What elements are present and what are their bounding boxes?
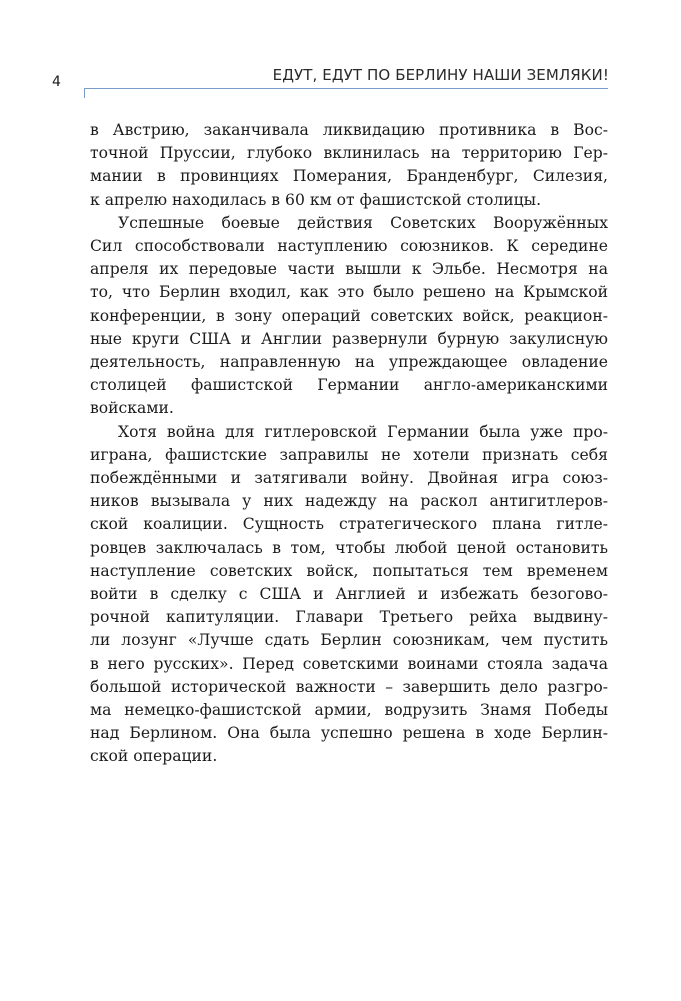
text-line: наступление советских войск, попытаться тем временем: [90, 561, 608, 580]
text-line: Успешные боевые действия Советских Вооружённых: [118, 213, 608, 232]
text-line: над Берлином. Она была успешно решена в ходе Берлин-: [90, 724, 608, 743]
text-line: ников вызывала у них надежду на раскол антигитлеров-: [90, 492, 608, 511]
text-line: ской коалиции. Сущность стратегического плана гитле-: [90, 515, 608, 534]
header-rule-tick: [84, 88, 85, 98]
text-line: войсками.: [90, 399, 174, 418]
paragraph-3: [90, 421, 608, 769]
text-line: ли лозунг «Лучше сдать Берлин союзникам, чем пустить: [90, 631, 608, 650]
text-line: то, что Берлин входил, как это было решено на Крымской: [90, 283, 608, 302]
text-line: ма немецко-фашистской армии, водрузить Знамя Победы: [90, 701, 608, 720]
text-line: войти в сделку с США и Англией и избежать безогово-: [90, 585, 608, 604]
body-text: [90, 119, 608, 769]
text-line: ровцев заключалась в том, чтобы любой ценой остановить: [90, 538, 608, 557]
text-line: конференции, в зону операций советских войск, реакцион-: [90, 306, 608, 325]
text-line: ные круги США и Англии развернули бурную закулисную: [90, 329, 608, 348]
text-line: большой исторической важности – завершить дело разгро-: [90, 677, 608, 696]
paragraph-2: [90, 212, 608, 421]
text-line: деятельность, направленную на упреждающее овладение: [90, 353, 608, 372]
text-line: Хотя война для гитлеровской Германии была уже про-: [118, 422, 608, 441]
page-number: 4: [52, 74, 61, 90]
text-line: в него русских». Перед советскими воинами стояла задача: [90, 654, 608, 673]
paragraph-1: [90, 119, 608, 212]
text-line: апреля их передовые части вышли к Эльбе. Несмотря на: [90, 260, 608, 279]
text-line: рочной капитуляции. Главари Третьего рейха выдвину-: [90, 608, 608, 627]
text-line: столицей фашистской Германии англо-американскими: [90, 376, 608, 395]
text-line: в Австрию, заканчивала ликвидацию противника в Вос-: [90, 121, 608, 139]
running-title: ЕДУТ, ЕДУТ ПО БЕРЛИНУ НАШИ ЗЕМЛЯКИ!: [272, 66, 609, 84]
header-rule: [84, 88, 608, 89]
text-line: побеждёнными и затягивали войну. Двойная игра союз-: [90, 469, 608, 488]
text-line: Сил способствовали наступлению союзников. К середине: [90, 237, 608, 256]
text-line: точной Пруссии, глубоко вклинилась на территорию Гер-: [90, 144, 608, 163]
text-line: играна, фашистские заправилы не хотели признать себя: [90, 445, 608, 464]
text-line: ской операции.: [90, 747, 218, 766]
text-line: мании в провинциях Померания, Бранденбург, Силезия,: [90, 167, 608, 186]
page-header: [0, 0, 681, 100]
text-line: к апрелю находилась в 60 км от фашистской столицы.: [90, 190, 542, 209]
